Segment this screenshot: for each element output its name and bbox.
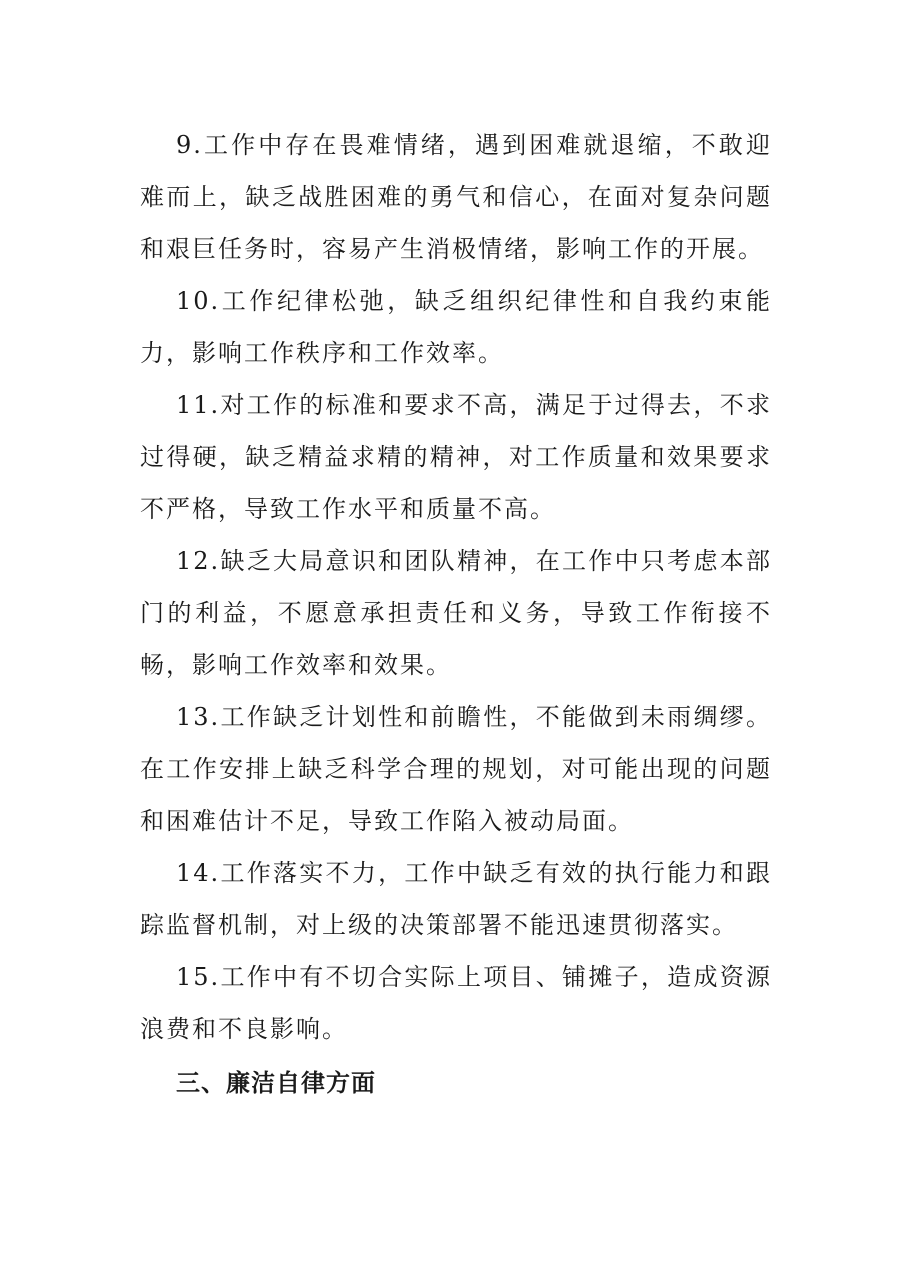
- section-heading: 三、廉洁自律方面: [176, 1069, 376, 1097]
- paragraph-item-13: 13.工作缺乏计划性和前瞻性，不能做到未雨绸缪。在工作安排上缺乏科学合理的规划，对可能出现的问题和困难估计不足，导致工作陷入被动局面。: [140, 703, 772, 835]
- paragraph-item-12: 12.缺乏大局意识和团队精神，在工作中只考虑本部门的利益，不愿意承担责任和义务，导致工作衔接不畅，影响工作效率和效果。: [140, 547, 772, 679]
- paragraph-item-11: 11.对工作的标准和要求不高，满足于过得去，不求过得硬，缺乏精益求精的精神，对工作质量和效果要求不严格，导致工作水平和质量不高。: [140, 391, 772, 523]
- paragraph-item-9: 9.工作中存在畏难情绪，遇到困难就退缩，不敢迎难而上，缺乏战胜困难的勇气和信心，在面对复杂问题和艰巨任务时，容易产生消极情绪，影响工作的开展。: [140, 131, 772, 263]
- paragraph-item-14: 14.工作落实不力，工作中缺乏有效的执行能力和跟踪监督机制，对上级的决策部署不能迅速贯彻落实。: [140, 859, 772, 939]
- paragraph-item-15: 15.工作中有不切合实际上项目、铺摊子，造成资源浪费和不良影响。: [140, 963, 772, 1043]
- paragraph-item-10: 10.工作纪律松弛，缺乏组织纪律性和自我约束能力，影响工作秩序和工作效率。: [140, 287, 772, 367]
